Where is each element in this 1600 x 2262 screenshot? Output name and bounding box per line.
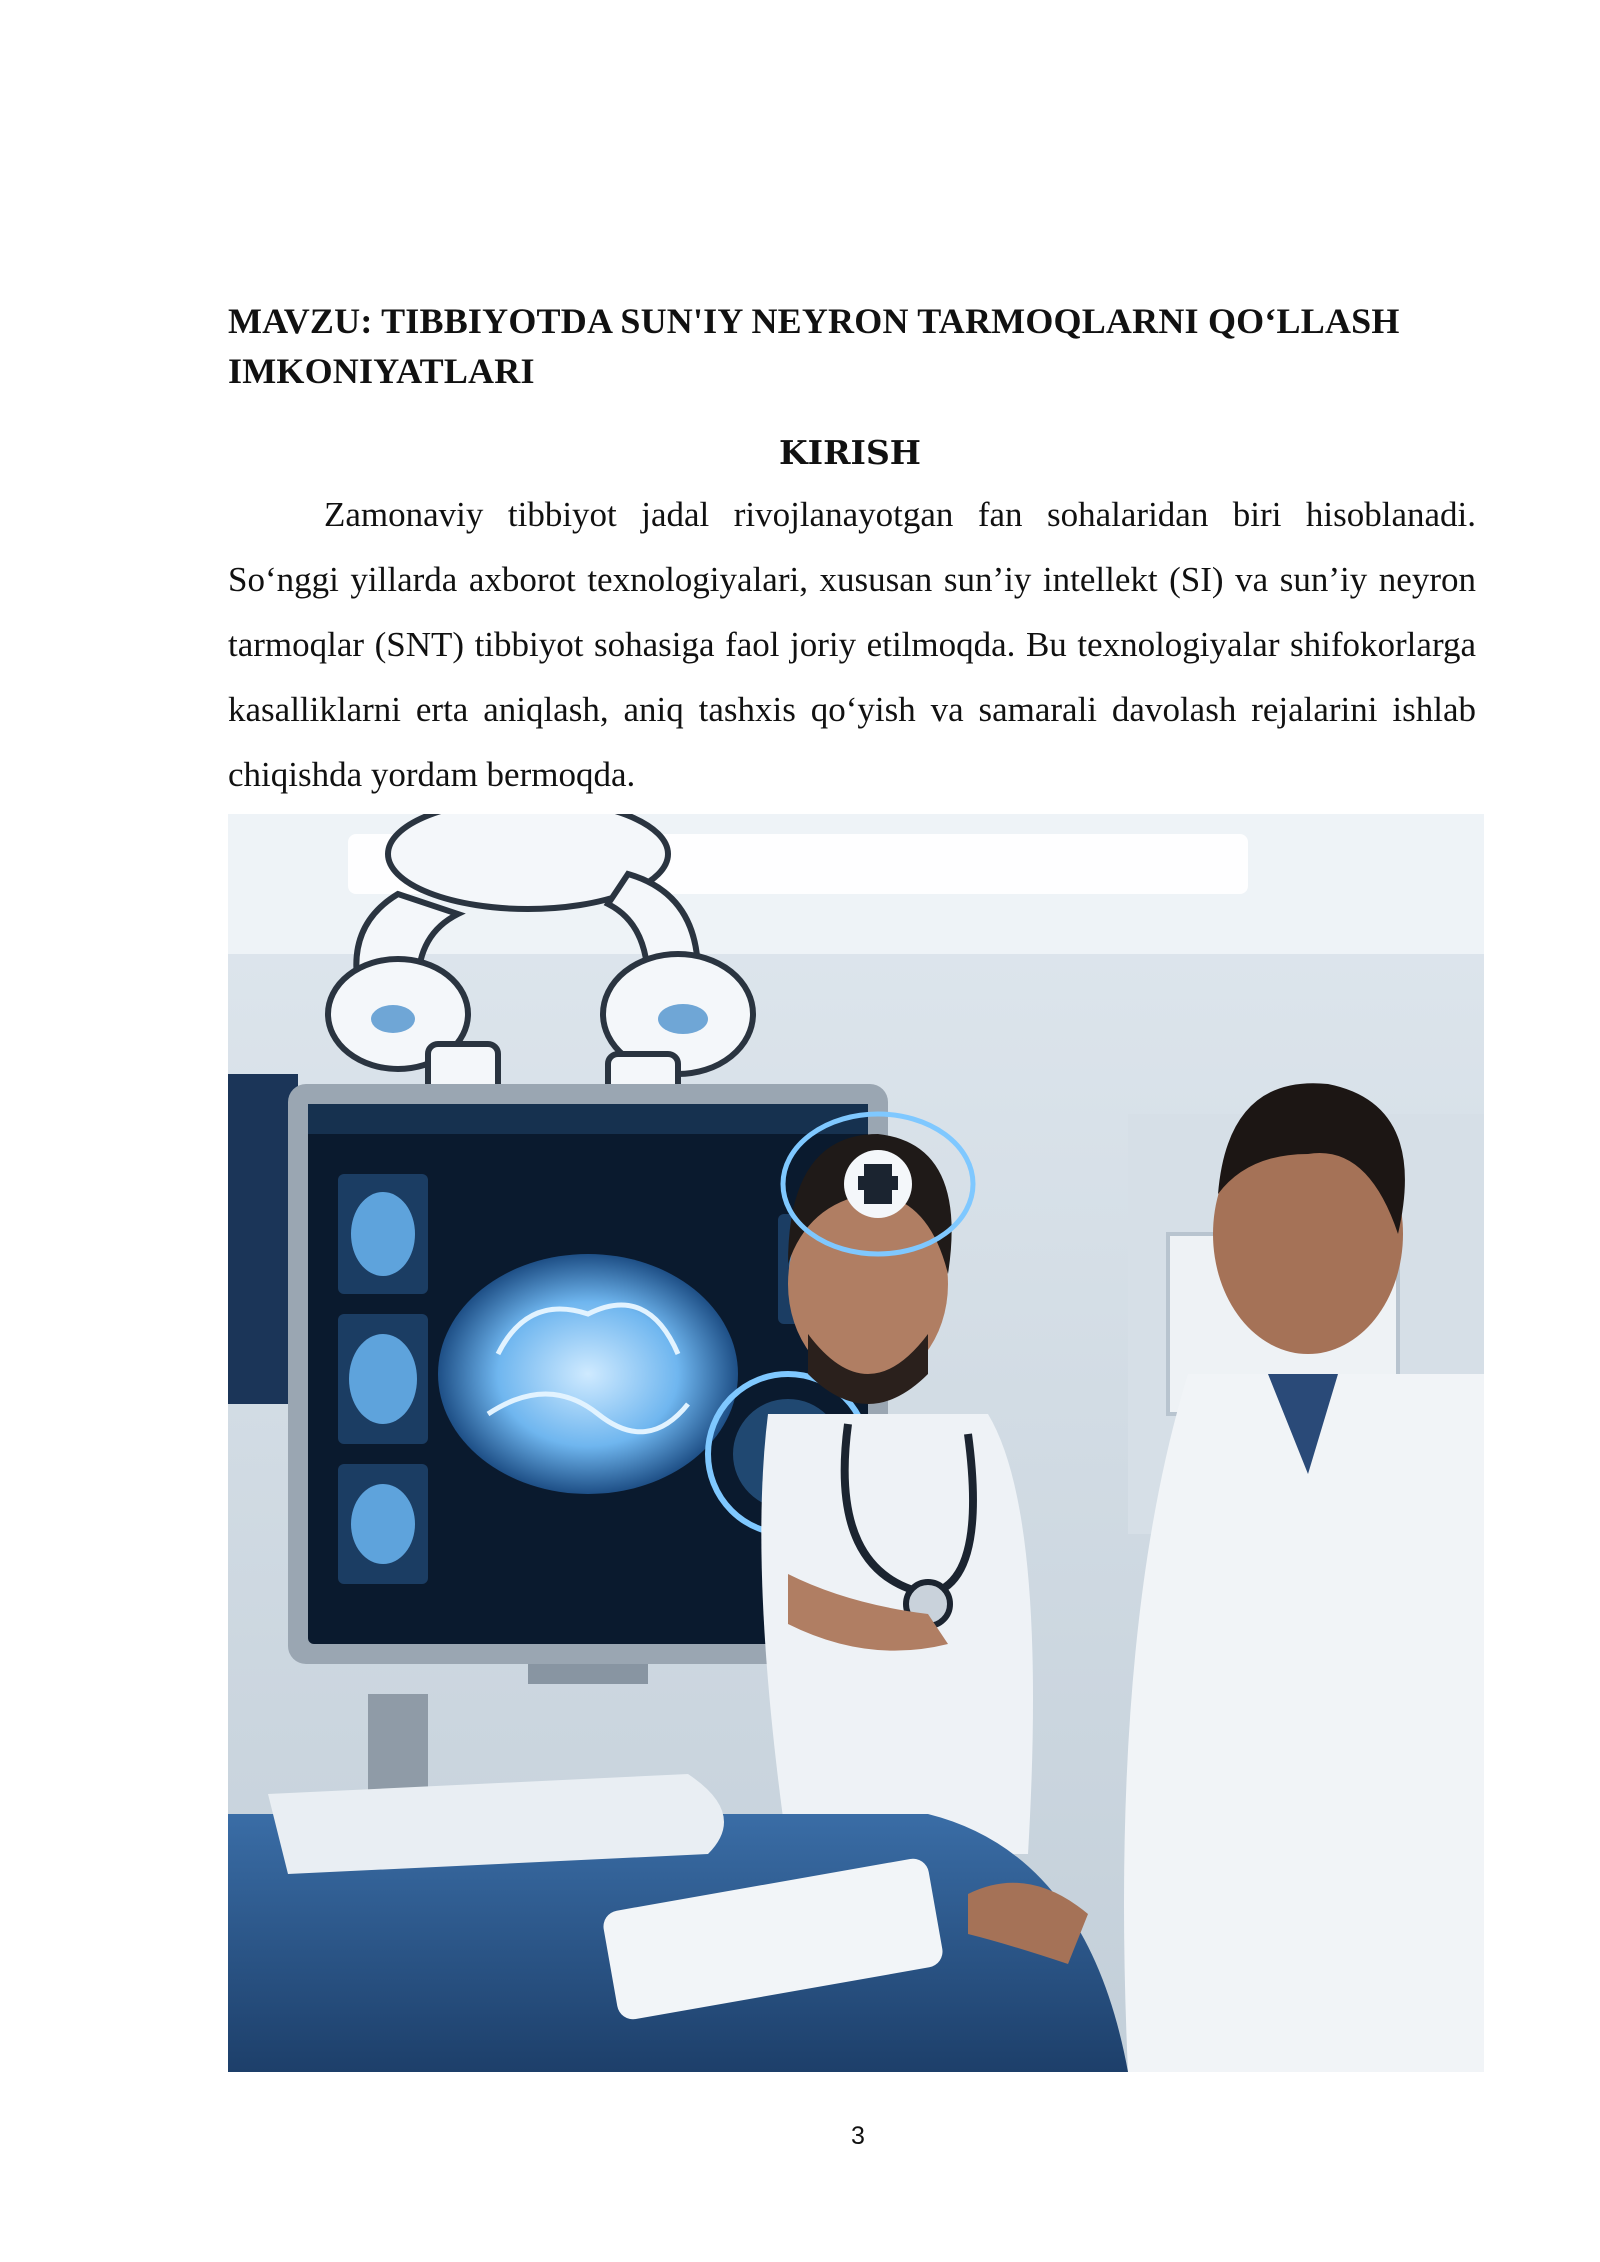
page-title: MAVZU: TIBBIYOTDA SUN'IY NEYRON TARMOQLARNI QO‘LLASH IMKONIYATLARI — [228, 301, 1400, 391]
brain-hologram — [438, 1254, 738, 1494]
page-number: 3 — [851, 2122, 865, 2150]
intro-paragraph: Zamonaviy tibbiyot jadal rivojlanayotgan fan sohalaridan biri hisoblanadi. So‘nggi yillarda axborot texnologiyalari, xususan sun’iy intellekt (SI) va sun’iy neyron tarmoqlar (SNT) tibbiyot sohasiga faol joriy etilmoqda. Bu texnologiyalar shifokorlarga kasalliklarni erta aniqlash, aniq tashxis qo‘yish va samarali davolash rejalarini ishlab chiqishda yordam bermoqda. — [228, 495, 1476, 794]
illustration-svg — [228, 814, 1484, 2072]
medical-cross-icon — [844, 1150, 912, 1218]
illustration-ai-medicine — [228, 814, 1484, 2072]
section-heading: KIRISH — [779, 433, 921, 472]
